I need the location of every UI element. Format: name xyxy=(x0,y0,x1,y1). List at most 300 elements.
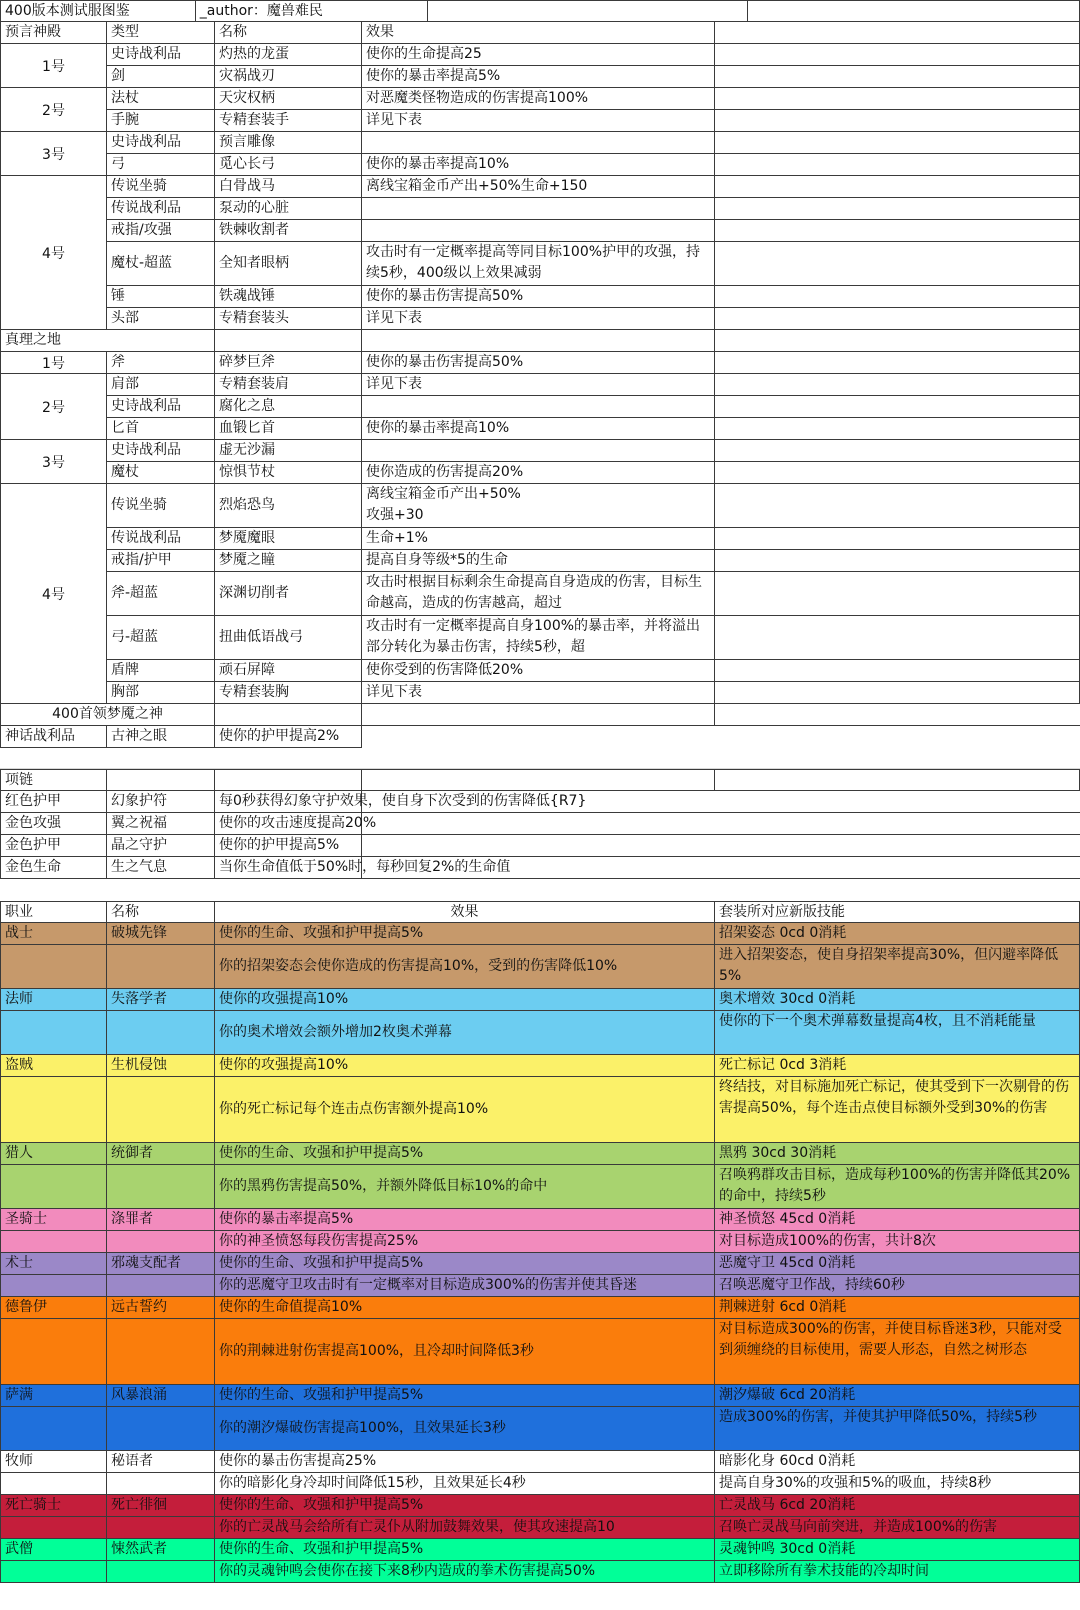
boss-label: 1号 xyxy=(0,44,107,88)
dungeon-name: 预言神殿 xyxy=(0,22,107,44)
item-row xyxy=(107,242,1080,286)
header-row xyxy=(0,0,1080,22)
item-name: 烈焰恐鸟 xyxy=(215,484,362,528)
skill-name: 荆棘迸射 6cd 0消耗 xyxy=(715,1297,1080,1319)
empty-cell xyxy=(215,704,362,726)
empty-cell xyxy=(362,835,715,857)
item-type: 神话战利品 xyxy=(0,726,107,748)
neck-name: 晶之守护 xyxy=(107,835,215,857)
necklace-row xyxy=(0,813,1080,835)
empty-cell xyxy=(362,769,715,791)
empty-cell xyxy=(715,682,1080,704)
neck-effect: 使你的攻击速度提高20% xyxy=(215,813,362,835)
item-effect: 使你的暴击率提高10% xyxy=(362,418,715,440)
necklace-row xyxy=(0,857,1080,879)
empty-cell xyxy=(715,791,1080,813)
boss-group xyxy=(0,440,1080,484)
item-type: 手腕 xyxy=(107,110,215,132)
class-name: 猎人 xyxy=(0,1143,107,1165)
set-name: 秘语者 xyxy=(107,1451,215,1473)
boss-label: 4号 xyxy=(0,484,107,704)
boss-label: 3号 xyxy=(0,440,107,484)
dungeon-name: 真理之地 xyxy=(0,330,107,352)
empty-cell xyxy=(107,1231,215,1253)
empty-cell xyxy=(107,1275,215,1297)
item-name: 专精套装手 xyxy=(215,110,362,132)
neck-type: 红色护甲 xyxy=(0,791,107,813)
empty-cell xyxy=(107,1165,215,1209)
class-row xyxy=(0,1055,1080,1077)
col-type: 类型 xyxy=(107,22,215,44)
class-name: 武僧 xyxy=(0,1539,107,1561)
effect-line: 离线宝箱金币产出+50% xyxy=(366,486,521,502)
empty-cell xyxy=(715,704,1080,726)
item-row xyxy=(107,616,1080,660)
set-effect-2: 你的潮汐爆破伤害提高100%，且效果延长3秒 xyxy=(215,1407,715,1451)
class-row-detail xyxy=(0,945,1080,989)
class-name: 法师 xyxy=(0,989,107,1011)
item-effect xyxy=(362,396,715,418)
class-row-detail xyxy=(0,1407,1080,1451)
item-effect: 攻击时有一定概率提高等同目标100%护甲的攻强，持续5秒，400级以上效果减弱 xyxy=(362,242,715,286)
class-row xyxy=(0,1209,1080,1231)
empty-cell xyxy=(748,0,1080,22)
empty-cell xyxy=(0,1231,107,1253)
boss-items xyxy=(107,176,1080,330)
boss-group xyxy=(0,88,1080,132)
skill-desc: 对目标造成300%的伤害，并使目标昏迷3秒，只能对受到须缠绕的目标使用，需要人形态，自然之树形态 xyxy=(715,1319,1080,1385)
item-row xyxy=(107,682,1080,704)
class-row xyxy=(0,1495,1080,1517)
item-name: 铁魂战锤 xyxy=(215,286,362,308)
set-effect-2: 你的招架姿态会使你造成的伤害提高10%，受到的伤害降低10% xyxy=(215,945,715,989)
item-effect xyxy=(362,220,715,242)
class-name: 战士 xyxy=(0,923,107,945)
empty-cell xyxy=(362,330,715,352)
class-row-detail xyxy=(0,1319,1080,1385)
item-name: 梦魇魔眼 xyxy=(215,528,362,550)
item-name: 泵动的心脏 xyxy=(215,198,362,220)
class-row-detail xyxy=(0,1231,1080,1253)
set-effect-1: 使你的生命、攻强和护甲提高5% xyxy=(215,1385,715,1407)
item-row xyxy=(107,66,1080,88)
boss-items xyxy=(107,440,1080,484)
item-name: 梦魇之瞳 xyxy=(215,550,362,572)
class-row xyxy=(0,923,1080,945)
skill-desc: 召唤恶魔守卫作战，持续60秒 xyxy=(715,1275,1080,1297)
set-effect-2: 你的荆棘进射伤害提高100%，且冷却时间降低3秒 xyxy=(215,1319,715,1385)
empty-cell xyxy=(362,726,715,748)
empty-cell xyxy=(107,1561,215,1583)
class-header-row xyxy=(0,901,1080,923)
empty-cell xyxy=(715,616,1080,660)
empty-cell xyxy=(715,154,1080,176)
empty-cell xyxy=(715,660,1080,682)
boss-items xyxy=(107,374,1080,440)
class-name: 牧师 xyxy=(0,1451,107,1473)
set-name: 失落学者 xyxy=(107,989,215,1011)
col-set-name: 名称 xyxy=(107,901,215,923)
item-name: 天灾权柄 xyxy=(215,88,362,110)
item-row xyxy=(107,374,1080,396)
set-effect-1: 使你的生命值提高10% xyxy=(215,1297,715,1319)
item-effect: 详见下表 xyxy=(362,308,715,330)
empty-cell xyxy=(715,352,1080,374)
empty-cell xyxy=(107,1473,215,1495)
empty-cell xyxy=(715,769,1080,791)
set-name: 邪魂支配者 xyxy=(107,1253,215,1275)
empty-cell xyxy=(715,550,1080,572)
empty-cell xyxy=(715,198,1080,220)
item-type: 法杖 xyxy=(107,88,215,110)
neck-type: 金色攻强 xyxy=(0,813,107,835)
set-effect-2: 你的亡灵战马会给所有亡灵仆从附加鼓舞效果，使其攻速提高10 xyxy=(215,1517,715,1539)
skill-desc: 立即移除所有拳术技能的冷却时间 xyxy=(715,1561,1080,1583)
set-effect-2: 你的奥术增效会额外增加2枚奥术弹幕 xyxy=(215,1011,715,1055)
set-effect-1: 使你的暴击伤害提高25% xyxy=(215,1451,715,1473)
class-row-detail xyxy=(0,1561,1080,1583)
item-row xyxy=(107,352,1080,374)
set-name: 破城先锋 xyxy=(107,923,215,945)
skill-name: 亡灵战马 6cd 20消耗 xyxy=(715,1495,1080,1517)
empty-cell xyxy=(715,418,1080,440)
item-type: 斧-超蓝 xyxy=(107,572,215,616)
boss-items xyxy=(107,88,1080,132)
empty-cell xyxy=(715,374,1080,396)
set-effect-1: 使你的攻强提高10% xyxy=(215,989,715,1011)
empty-cell xyxy=(715,857,1080,879)
item-name: 觅心长弓 xyxy=(215,154,362,176)
item-name: 虚无沙漏 xyxy=(215,440,362,462)
col-class: 职业 xyxy=(0,901,107,923)
item-effect xyxy=(362,484,715,528)
item-type: 剑 xyxy=(107,66,215,88)
item-type: 史诗战利品 xyxy=(107,396,215,418)
skill-name: 神圣愤怒 45cd 0消耗 xyxy=(715,1209,1080,1231)
item-name: 血锻匕首 xyxy=(215,418,362,440)
empty-cell xyxy=(107,1011,215,1055)
class-name: 术士 xyxy=(0,1253,107,1275)
item-effect: 对恶魔类怪物造成的伤害提高100% xyxy=(362,88,715,110)
item-effect: 详见下表 xyxy=(362,110,715,132)
item-row xyxy=(107,286,1080,308)
boss-items xyxy=(107,44,1080,88)
boss-label: 3号 xyxy=(0,132,107,176)
item-name: 顽石屏障 xyxy=(215,660,362,682)
empty-cell xyxy=(362,813,715,835)
item-type: 传说战利品 xyxy=(107,528,215,550)
empty-cell xyxy=(715,835,1080,857)
item-type: 胸部 xyxy=(107,682,215,704)
necklace-row xyxy=(0,835,1080,857)
boss-group xyxy=(0,132,1080,176)
empty-cell xyxy=(715,440,1080,462)
set-effect-2: 你的灵魂钟鸣会使你在接下来8秒内造成的拳术伤害提高50% xyxy=(215,1561,715,1583)
empty-cell xyxy=(428,0,749,22)
empty-cell xyxy=(0,1473,107,1495)
item-row xyxy=(107,308,1080,330)
set-effect-2: 你的暗影化身冷却时间降低15秒，且效果延长4秒 xyxy=(215,1473,715,1495)
skill-name: 奥术增效 30cd 0消耗 xyxy=(715,989,1080,1011)
item-name: 腐化之息 xyxy=(215,396,362,418)
item-name: 碎梦巨斧 xyxy=(215,352,362,374)
class-row xyxy=(0,1451,1080,1473)
empty-cell xyxy=(0,1517,107,1539)
item-type: 头部 xyxy=(107,308,215,330)
skill-name: 黑鸦 30cd 30消耗 xyxy=(715,1143,1080,1165)
class-name: 死亡骑士 xyxy=(0,1495,107,1517)
item-name: 专精套装头 xyxy=(215,308,362,330)
item-effect: 生命+1% xyxy=(362,528,715,550)
neck-effect: 当你生命值低于50%时，每秒回复2%的生命值 xyxy=(215,857,362,879)
item-effect: 详见下表 xyxy=(362,682,715,704)
empty-cell xyxy=(715,110,1080,132)
boss-group xyxy=(0,484,1080,704)
item-type: 传说战利品 xyxy=(107,198,215,220)
set-effect-1: 使你的暴击率提高5% xyxy=(215,1209,715,1231)
sheet-title: 400版本测试服图鉴 xyxy=(0,0,196,22)
item-row xyxy=(107,550,1080,572)
item-type: 肩部 xyxy=(107,374,215,396)
final-item-row xyxy=(0,726,1080,748)
empty-cell xyxy=(715,286,1080,308)
empty-cell xyxy=(215,330,362,352)
item-name: 灾祸战刃 xyxy=(215,66,362,88)
item-row xyxy=(107,396,1080,418)
item-name: 专精套装胸 xyxy=(215,682,362,704)
item-row xyxy=(107,110,1080,132)
neck-effect: 使你的护甲提高5% xyxy=(215,835,362,857)
class-row xyxy=(0,1539,1080,1561)
item-effect: 离线宝箱金币产出+50%生命+150 xyxy=(362,176,715,198)
boss-label: 2号 xyxy=(0,88,107,132)
empty-cell xyxy=(715,176,1080,198)
item-name: 专精套装肩 xyxy=(215,374,362,396)
boss-group xyxy=(0,352,1080,374)
empty-cell xyxy=(0,1319,107,1385)
item-row xyxy=(107,462,1080,484)
set-effect-2: 你的死亡标记每个连击点伤害额外提高10% xyxy=(215,1077,715,1143)
item-type: 魔杖-超蓝 xyxy=(107,242,215,286)
item-effect: 使你受到的伤害降低20% xyxy=(362,660,715,682)
boss-group xyxy=(0,176,1080,330)
item-type: 魔杖 xyxy=(107,462,215,484)
boss-items xyxy=(107,484,1080,704)
empty-cell xyxy=(715,396,1080,418)
skill-name: 潮汐爆破 6cd 20消耗 xyxy=(715,1385,1080,1407)
item-effect: 攻击时根据目标剩余生命提高自身造成的伤害，目标生命越高，造成的伤害越高，超过 xyxy=(362,572,715,616)
empty-cell xyxy=(107,769,215,791)
item-type: 戒指/护甲 xyxy=(107,550,215,572)
item-row xyxy=(107,572,1080,616)
neck-name: 幻象护符 xyxy=(107,791,215,813)
skill-desc: 终结技，对目标施加死亡标记，使其受到下一次剔骨的伤害提高50%，每个连击点使目标额外受到30%的伤害 xyxy=(715,1077,1080,1143)
class-row xyxy=(0,1297,1080,1319)
skill-desc: 召唤亡灵战马向前突进，并造成100%的伤害 xyxy=(715,1517,1080,1539)
empty-cell xyxy=(715,813,1080,835)
empty-cell xyxy=(715,572,1080,616)
item-row xyxy=(107,528,1080,550)
set-effect-1: 使你的生命、攻强和护甲提高5% xyxy=(215,1253,715,1275)
item-type: 史诗战利品 xyxy=(107,440,215,462)
set-effect-1: 使你的生命、攻强和护甲提高5% xyxy=(215,1539,715,1561)
item-name: 铁棘收割者 xyxy=(215,220,362,242)
item-row xyxy=(107,198,1080,220)
set-name: 涤罪者 xyxy=(107,1209,215,1231)
empty-cell xyxy=(715,242,1080,286)
item-name: 全知者眼柄 xyxy=(215,242,362,286)
spacer xyxy=(0,748,1080,769)
skill-desc: 召唤鸦群攻击目标，造成每秒100%的伤害并降低其20%的命中，持续5秒 xyxy=(715,1165,1080,1209)
empty-cell xyxy=(0,1561,107,1583)
item-name: 惊惧节杖 xyxy=(215,462,362,484)
class-row-detail xyxy=(0,1517,1080,1539)
empty-cell xyxy=(715,484,1080,528)
item-row xyxy=(107,44,1080,66)
empty-cell xyxy=(715,22,1080,44)
empty-cell xyxy=(0,1077,107,1143)
boss-label: 1号 xyxy=(0,352,107,374)
item-name: 灼热的龙蛋 xyxy=(215,44,362,66)
set-effect-1: 使你的攻强提高10% xyxy=(215,1055,715,1077)
effect-line: 攻强+30 xyxy=(366,507,424,523)
skill-desc: 对目标造成100%的伤害，共计8次 xyxy=(715,1231,1080,1253)
skill-desc: 提高自身30%的攻强和5%的吸血，持续8秒 xyxy=(715,1473,1080,1495)
item-type: 传说坐骑 xyxy=(107,484,215,528)
item-type: 斧 xyxy=(107,352,215,374)
necklace-row xyxy=(0,791,1080,813)
set-effect-2: 你的神圣愤怒每段伤害提高25% xyxy=(215,1231,715,1253)
neck-name: 翼之祝福 xyxy=(107,813,215,835)
skill-name: 灵魂钟鸣 30cd 0消耗 xyxy=(715,1539,1080,1561)
item-name: 预言雕像 xyxy=(215,132,362,154)
item-effect: 提高自身等级*5的生命 xyxy=(362,550,715,572)
empty-cell xyxy=(107,1407,215,1451)
item-type: 戒指/攻强 xyxy=(107,220,215,242)
set-effect-2: 你的恶魔守卫攻击时有一定概率对目标造成300%的伤害并使其昏迷 xyxy=(215,1275,715,1297)
skill-desc: 使你的下一个奥术弹幕数量提高4枚，且不消耗能量 xyxy=(715,1011,1080,1055)
item-effect: 使你的生命提高25 xyxy=(362,44,715,66)
set-name: 远古誓约 xyxy=(107,1297,215,1319)
item-name: 深渊切削者 xyxy=(215,572,362,616)
class-row-detail xyxy=(0,1473,1080,1495)
empty-cell xyxy=(215,769,362,791)
empty-cell xyxy=(715,726,1080,748)
empty-cell xyxy=(715,308,1080,330)
boss-group xyxy=(0,374,1080,440)
empty-cell xyxy=(715,132,1080,154)
class-name: 德鲁伊 xyxy=(0,1297,107,1319)
set-name: 死亡徘徊 xyxy=(107,1495,215,1517)
class-row-detail xyxy=(0,1077,1080,1143)
item-row xyxy=(107,88,1080,110)
class-row xyxy=(0,1253,1080,1275)
empty-cell xyxy=(0,945,107,989)
neck-effect: 每0秒获得幻象守护效果，使自身下次受到的伤害降低{R7} xyxy=(215,791,362,813)
item-type: 盾牌 xyxy=(107,660,215,682)
class-row-detail xyxy=(0,1275,1080,1297)
boss-group xyxy=(0,44,1080,88)
item-type: 弓-超蓝 xyxy=(107,616,215,660)
item-effect xyxy=(362,132,715,154)
dungeon-header-row xyxy=(0,22,1080,44)
boss-label: 2号 xyxy=(0,374,107,440)
neck-type: 金色护甲 xyxy=(0,835,107,857)
final-boss-title: 400首领梦魇之神 xyxy=(0,704,215,726)
item-row xyxy=(107,484,1080,528)
set-name: 风暴浪涌 xyxy=(107,1385,215,1407)
skill-name: 恶魔守卫 45cd 0消耗 xyxy=(715,1253,1080,1275)
item-row xyxy=(107,418,1080,440)
empty-cell xyxy=(0,1011,107,1055)
empty-cell xyxy=(715,220,1080,242)
empty-cell xyxy=(0,1275,107,1297)
empty-cell xyxy=(0,1165,107,1209)
boss-items xyxy=(107,352,1080,374)
author-label: _author：魔兽难民 xyxy=(196,0,428,22)
item-row xyxy=(107,132,1080,154)
empty-cell xyxy=(107,330,215,352)
set-name: 统御者 xyxy=(107,1143,215,1165)
item-type: 史诗战利品 xyxy=(107,44,215,66)
item-row xyxy=(107,154,1080,176)
empty-cell xyxy=(715,66,1080,88)
item-effect: 详见下表 xyxy=(362,374,715,396)
class-row-detail xyxy=(0,1165,1080,1209)
item-row xyxy=(107,220,1080,242)
item-type: 传说坐骑 xyxy=(107,176,215,198)
empty-cell xyxy=(715,528,1080,550)
empty-cell xyxy=(715,44,1080,66)
empty-cell xyxy=(107,945,215,989)
class-row-detail xyxy=(0,1011,1080,1055)
skill-desc: 进入招架姿态，使自身招架率提高30%，但闪避率降低5% xyxy=(715,945,1080,989)
class-name: 萨满 xyxy=(0,1385,107,1407)
boss-label: 4号 xyxy=(0,176,107,330)
empty-cell xyxy=(715,462,1080,484)
set-name: 悚然武者 xyxy=(107,1539,215,1561)
empty-cell xyxy=(107,1319,215,1385)
empty-cell xyxy=(107,1517,215,1539)
class-name: 圣骑士 xyxy=(0,1209,107,1231)
item-effect: 使你的暴击伤害提高50% xyxy=(362,352,715,374)
set-effect-1: 使你的生命、攻强和护甲提高5% xyxy=(215,1495,715,1517)
col-skill: 套装所对应新版技能 xyxy=(715,901,1080,923)
necklace-title: 项链 xyxy=(0,769,107,791)
set-effect-1: 使你的生命、攻强和护甲提高5% xyxy=(215,923,715,945)
class-row xyxy=(0,1143,1080,1165)
neck-type: 金色生命 xyxy=(0,857,107,879)
item-name: 扭曲低语战弓 xyxy=(215,616,362,660)
item-name: 古神之眼 xyxy=(107,726,215,748)
skill-desc: 造成300%的伤害，并使其护甲降低50%，持续5秒 xyxy=(715,1407,1080,1451)
item-effect xyxy=(362,198,715,220)
empty-cell xyxy=(715,88,1080,110)
skill-name: 暗影化身 60cd 0消耗 xyxy=(715,1451,1080,1473)
necklace-header-row xyxy=(0,769,1080,791)
item-effect: 使你的暴击伤害提高50% xyxy=(362,286,715,308)
item-type: 史诗战利品 xyxy=(107,132,215,154)
item-effect: 攻击时有一定概率提高自身100%的暴击率，并将溢出部分转化为暴击伤害，持续5秒，超 xyxy=(362,616,715,660)
item-effect: 使你造成的伤害提高20% xyxy=(362,462,715,484)
set-name: 生机侵蚀 xyxy=(107,1055,215,1077)
item-name: 白骨战马 xyxy=(215,176,362,198)
skill-name: 死亡标记 0cd 3消耗 xyxy=(715,1055,1080,1077)
class-row xyxy=(0,1385,1080,1407)
item-row xyxy=(107,440,1080,462)
boss-items xyxy=(107,132,1080,176)
item-type: 匕首 xyxy=(107,418,215,440)
